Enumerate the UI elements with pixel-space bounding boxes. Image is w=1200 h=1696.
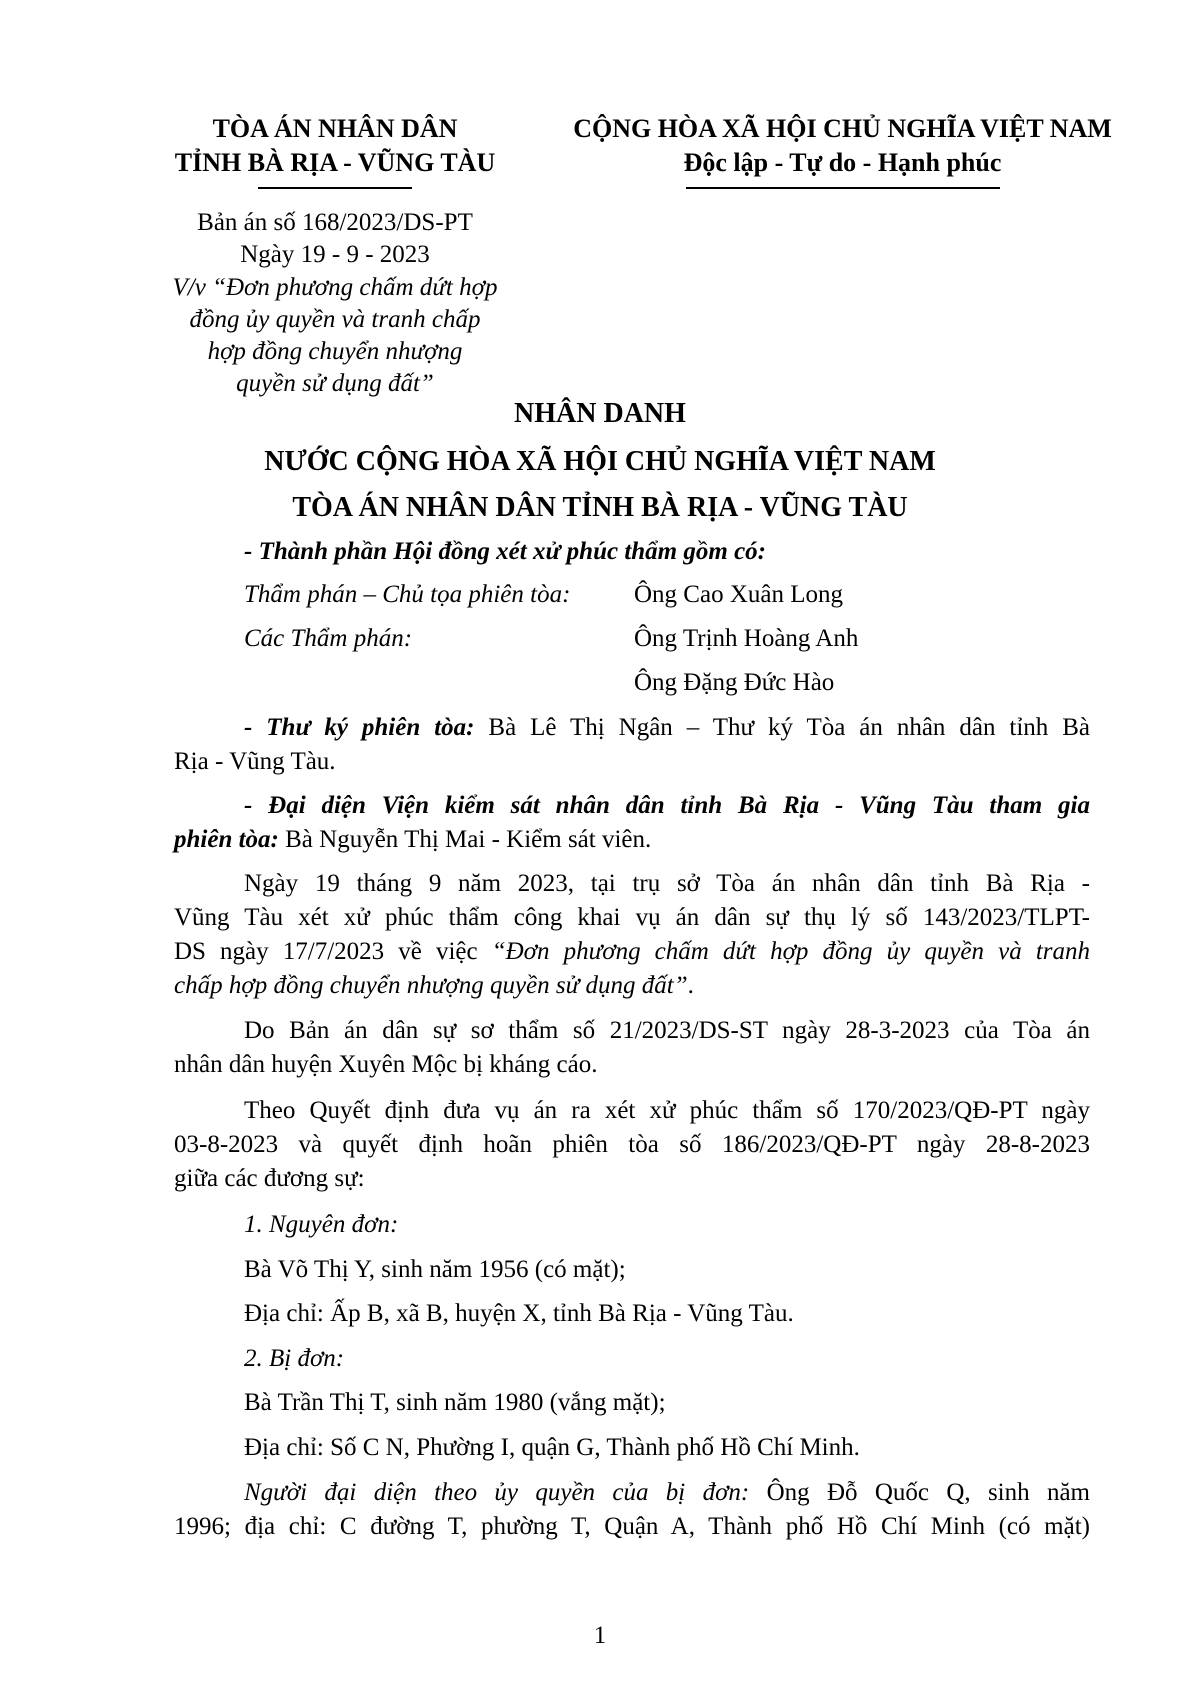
plaintiff-address: Địa chỉ: Ấp B, xã B, huyện X, tỉnh Bà Rịa - Vũng Tàu. xyxy=(244,1300,794,1327)
procuracy-label-line1: - Đại diện Viện kiểm sát nhân dân tỉnh Bà Rịa - Vũng Tàu tham gia xyxy=(244,792,1090,819)
para1-line3-italic: “Đơn phương chấm dứt hợp đồng ủy quyền và tranh xyxy=(491,938,1090,965)
para1-line4-italic: chấp hợp đồng chuyển nhượng quyền sử dụng đất” xyxy=(174,972,688,999)
presiding-judge-label: Thẩm phán – Chủ tọa phiên tòa: xyxy=(244,581,571,608)
para1-line2: Vũng Tàu xét xử phúc thẩm công khai vụ án dân sự thụ lý số 143/2023/TLPT- xyxy=(174,904,1090,931)
defendant-name: Bà Trần Thị T, sinh năm 1980 (vắng mặt); xyxy=(244,1389,666,1416)
title-country: NƯỚC CỘNG HÒA XÃ HỘI CHỦ NGHĨA VIỆT NAM xyxy=(264,446,936,477)
case-subject-line2: đồng ủy quyền và tranh chấp xyxy=(189,306,481,333)
representative-text: Ông Đỗ Quốc Q, sinh năm xyxy=(766,1479,1090,1506)
clerk-label: - Thư ký phiên tòa: xyxy=(244,714,475,741)
para2-line1: Do Bản án dân sự sơ thẩm số 21/2023/DS-ST ngày 28-3-2023 của Tòa án xyxy=(244,1017,1090,1044)
representative-label: Người đại diện theo ủy quyền của bị đơn: xyxy=(244,1479,750,1506)
plaintiff-name: Bà Võ Thị Y, sinh năm 1956 (có mặt); xyxy=(244,1256,626,1283)
para3-line1: Theo Quyết định đưa vụ án ra xét xử phúc thẩm số 170/2023/QĐ-PT ngày xyxy=(244,1097,1090,1124)
case-date: Ngày 19 - 9 - 2023 xyxy=(240,241,430,268)
case-subject-line4: quyền sử dụng đất” xyxy=(236,370,434,397)
procuracy-line2 xyxy=(174,826,1090,854)
page-number: 1 xyxy=(593,1622,607,1649)
case-subject-line3: hợp đồng chuyển nhượng xyxy=(207,338,463,365)
right-header-underline xyxy=(686,187,1000,189)
para2-line2: nhân dân huyện Xuyên Mộc bị kháng cáo. xyxy=(174,1051,598,1078)
clerk-line2: Rịa - Vũng Tàu. xyxy=(174,748,336,775)
judges-label: Các Thẩm phán: xyxy=(244,625,413,652)
defendant-address: Địa chỉ: Số C N, Phường I, quận G, Thành phố Hồ Chí Minh. xyxy=(244,1434,860,1461)
para1-line4 xyxy=(174,972,1090,1000)
para3-line3: giữa các đương sự: xyxy=(174,1165,365,1192)
procuracy-label-line2: phiên tòa: xyxy=(174,826,279,853)
court-name-line2: TỈNH BÀ RỊA - VŨNG TÀU xyxy=(174,148,496,177)
case-subject-line1: V/v “Đơn phương chấm dứt hợp xyxy=(172,274,498,301)
clerk-text: Bà Lê Thị Ngân – Thư ký Tòa án nhân dân tỉnh Bà xyxy=(488,714,1091,741)
defendant-label: 2. Bị đơn: xyxy=(244,1345,345,1372)
plaintiff-label: 1. Nguyên đơn: xyxy=(244,1211,399,1238)
national-motto: Độc lập - Tự do - Hạnh phúc xyxy=(683,148,1002,177)
procuracy-text: Bà Nguyễn Thị Mai - Kiểm sát viên. xyxy=(285,826,652,853)
country-name: CỘNG HÒA XÃ HỘI CHỦ NGHĨA VIỆT NAM xyxy=(573,114,1112,143)
para1-line3 xyxy=(174,938,1090,966)
panel-heading: - Thành phần Hội đồng xét xử phúc thẩm gồm có: xyxy=(244,538,766,565)
para1-line4-end: . xyxy=(687,972,694,999)
title-in-the-name-of: NHÂN DANH xyxy=(514,398,686,429)
judge-name-2: Ông Đặng Đức Hào xyxy=(634,669,835,696)
court-name-line1: TÒA ÁN NHÂN DÂN xyxy=(212,114,458,143)
case-number: Bản án số 168/2023/DS-PT xyxy=(197,209,473,236)
presiding-judge-name: Ông Cao Xuân Long xyxy=(634,581,843,608)
clerk-line1 xyxy=(244,714,1090,742)
judge-name-1: Ông Trịnh Hoàng Anh xyxy=(634,625,859,652)
representative-line2: 1996; địa chỉ: C đường T, phường T, Quận A, Thành phố Hồ Chí Minh (có mặt) xyxy=(174,1513,1090,1540)
para1-line1: Ngày 19 tháng 9 năm 2023, tại trụ sở Tòa án nhân dân tỉnh Bà Rịa - xyxy=(244,870,1090,897)
left-header-underline xyxy=(258,187,412,189)
title-court: TÒA ÁN NHÂN DÂN TỈNH BÀ RỊA - VŨNG TÀU xyxy=(292,492,908,523)
representative-line1 xyxy=(244,1479,1090,1507)
para3-line2: 03-8-2023 và quyết định hoãn phiên tòa số 186/2023/QĐ-PT ngày 28-8-2023 xyxy=(174,1131,1090,1158)
para1-line3-normal: DS ngày 17/7/2023 về việc xyxy=(174,938,478,965)
